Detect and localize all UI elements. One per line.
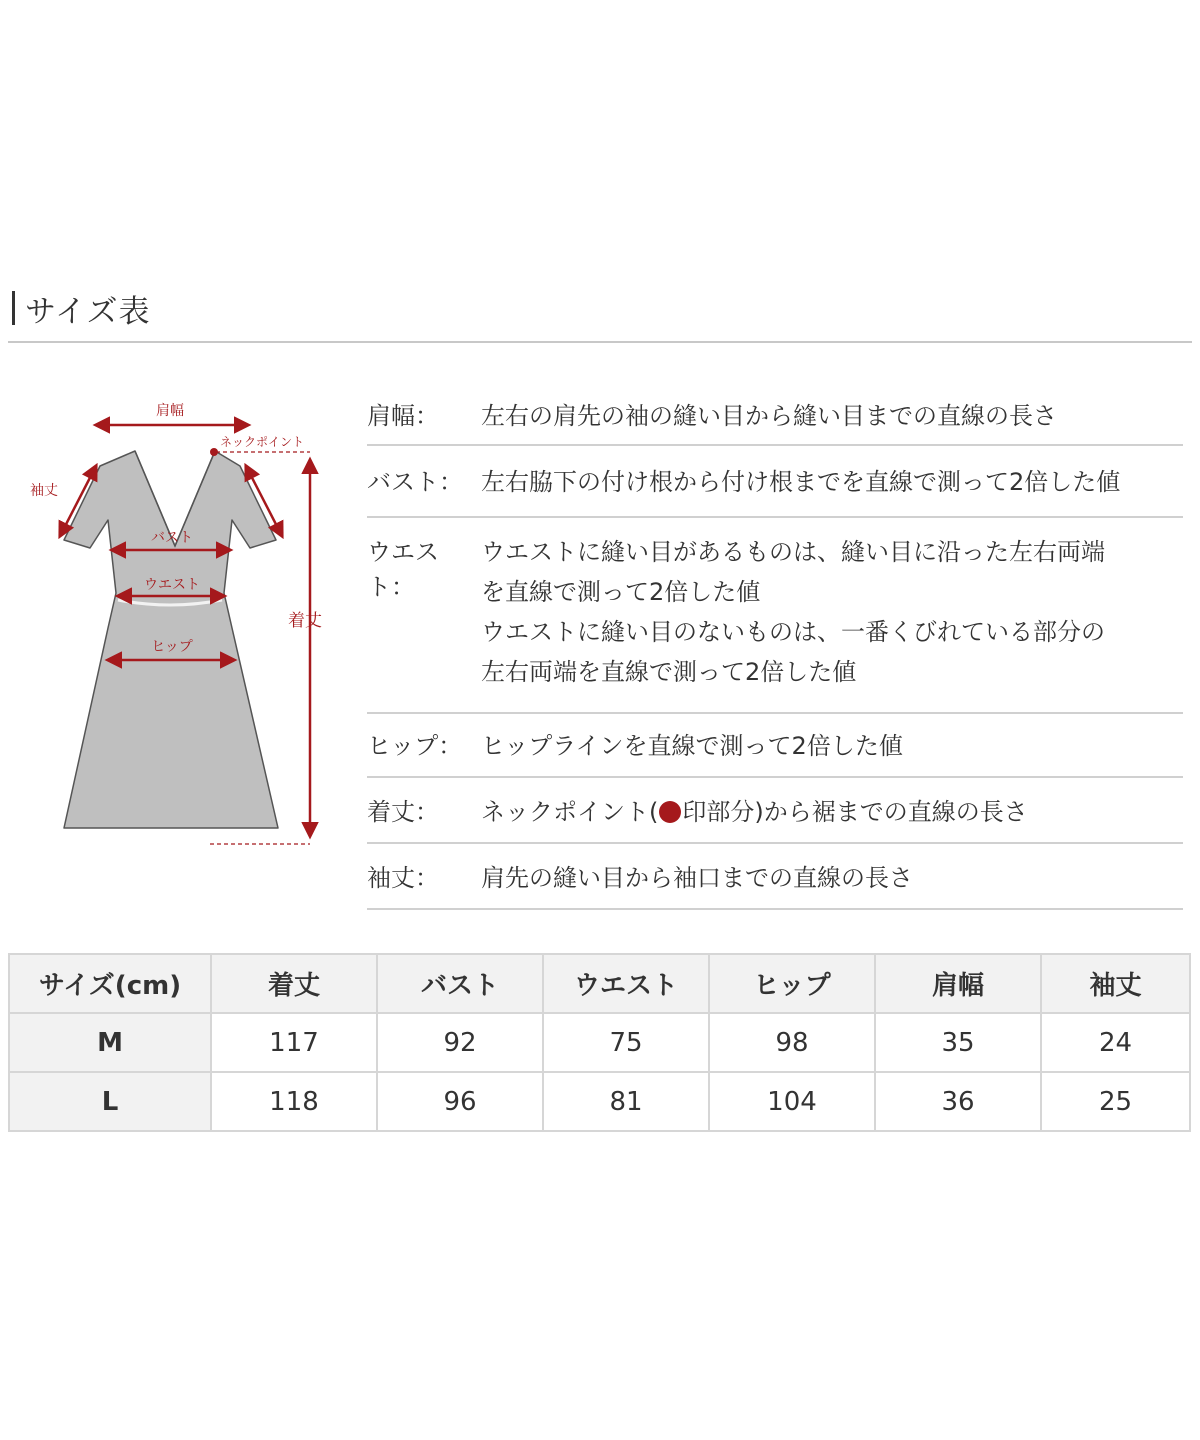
column-header: ヒップ bbox=[709, 954, 875, 1013]
title-divider bbox=[8, 341, 1192, 343]
definition-line-end: 印部分)から裾までの直線の長さ bbox=[682, 798, 1028, 826]
definition-term: バスト： bbox=[367, 468, 463, 496]
definition-text bbox=[481, 726, 1183, 776]
definition-line-start: ネックポイント( bbox=[481, 798, 659, 826]
definition-term: 着丈： bbox=[367, 798, 439, 826]
table-cell: 118 bbox=[211, 1072, 377, 1131]
definition-row-sleeve bbox=[367, 844, 1183, 910]
definition-term: 袖丈： bbox=[367, 864, 439, 892]
definition-text bbox=[481, 532, 1183, 712]
table-cell: 75 bbox=[543, 1013, 709, 1072]
table-cell: 96 bbox=[377, 1072, 543, 1131]
neck-point-dot-icon bbox=[659, 801, 681, 823]
definition-row-length bbox=[367, 778, 1183, 844]
column-header: サイズ(cm) bbox=[9, 954, 211, 1013]
table-cell: 36 bbox=[875, 1072, 1041, 1131]
column-header: 肩幅 bbox=[875, 954, 1041, 1013]
length-label: 着丈 bbox=[288, 611, 322, 631]
table-cell: 98 bbox=[709, 1013, 875, 1072]
table-cell: 35 bbox=[875, 1013, 1041, 1072]
definition-line: ヒップラインを直線で測って2倍した値 bbox=[481, 732, 903, 760]
table-cell: 24 bbox=[1041, 1013, 1190, 1072]
table-cell: 25 bbox=[1041, 1072, 1190, 1131]
measurement-definitions bbox=[367, 384, 1183, 910]
hip-label: ヒップ bbox=[151, 639, 193, 655]
column-header: バスト bbox=[377, 954, 543, 1013]
definition-line: 肩先の縫い目から袖口までの直線の長さ bbox=[481, 864, 913, 892]
table-row bbox=[9, 1013, 1190, 1072]
definition-text bbox=[481, 792, 1183, 842]
table-cell: 104 bbox=[709, 1072, 875, 1131]
table-row bbox=[9, 1072, 1190, 1131]
page-title-text: サイズ表 bbox=[25, 293, 151, 330]
table-cell: 92 bbox=[377, 1013, 543, 1072]
definition-row-shoulder bbox=[367, 384, 1183, 446]
definition-row-waist bbox=[367, 518, 1183, 714]
definition-line: ウエストに縫い目があるものは、縫い目に沿った左右両端 bbox=[481, 538, 1105, 566]
definition-line: 左右両端を直線で測って2倍した値 bbox=[481, 658, 857, 686]
sleeve-label: 袖丈 bbox=[30, 483, 58, 499]
definition-line: 左右脇下の付け根から付け根までを直線で測って2倍した値 bbox=[481, 468, 1121, 496]
page-title bbox=[12, 288, 151, 328]
table-cell: 117 bbox=[211, 1013, 377, 1072]
column-header: 袖丈 bbox=[1041, 954, 1190, 1013]
definition-row-bust bbox=[367, 446, 1183, 518]
shoulder-label: 肩幅 bbox=[156, 403, 184, 419]
definition-row-hip bbox=[367, 714, 1183, 778]
definition-text bbox=[481, 396, 1183, 444]
definition-line: 左右の肩先の袖の縫い目から縫い目までの直線の長さ bbox=[481, 402, 1057, 430]
size-cell: L bbox=[9, 1072, 211, 1131]
definition-line: を直線で測って2倍した値 bbox=[481, 578, 761, 606]
size-cell: M bbox=[9, 1013, 211, 1072]
definition-term: ウエスト： bbox=[367, 538, 439, 601]
size-table bbox=[8, 953, 1191, 1132]
neck-point-label: ネックポイント bbox=[220, 435, 305, 449]
definition-line: ウエストに縫い目のないものは、一番くびれている部分の bbox=[481, 618, 1105, 646]
definition-line bbox=[481, 792, 1183, 832]
definition-term: 肩幅： bbox=[367, 402, 439, 430]
definition-text bbox=[481, 462, 1183, 516]
waist-label: ウエスト bbox=[144, 577, 200, 593]
table-cell: 81 bbox=[543, 1072, 709, 1131]
bust-label: バスト bbox=[151, 530, 193, 546]
definition-term: ヒップ： bbox=[367, 732, 463, 760]
column-header: ウエスト bbox=[543, 954, 709, 1013]
column-header: 着丈 bbox=[211, 954, 377, 1013]
title-accent-bar bbox=[12, 291, 15, 325]
definition-text bbox=[481, 858, 1183, 908]
table-header-row bbox=[9, 954, 1190, 1013]
dress-measurement-diagram bbox=[20, 388, 340, 858]
